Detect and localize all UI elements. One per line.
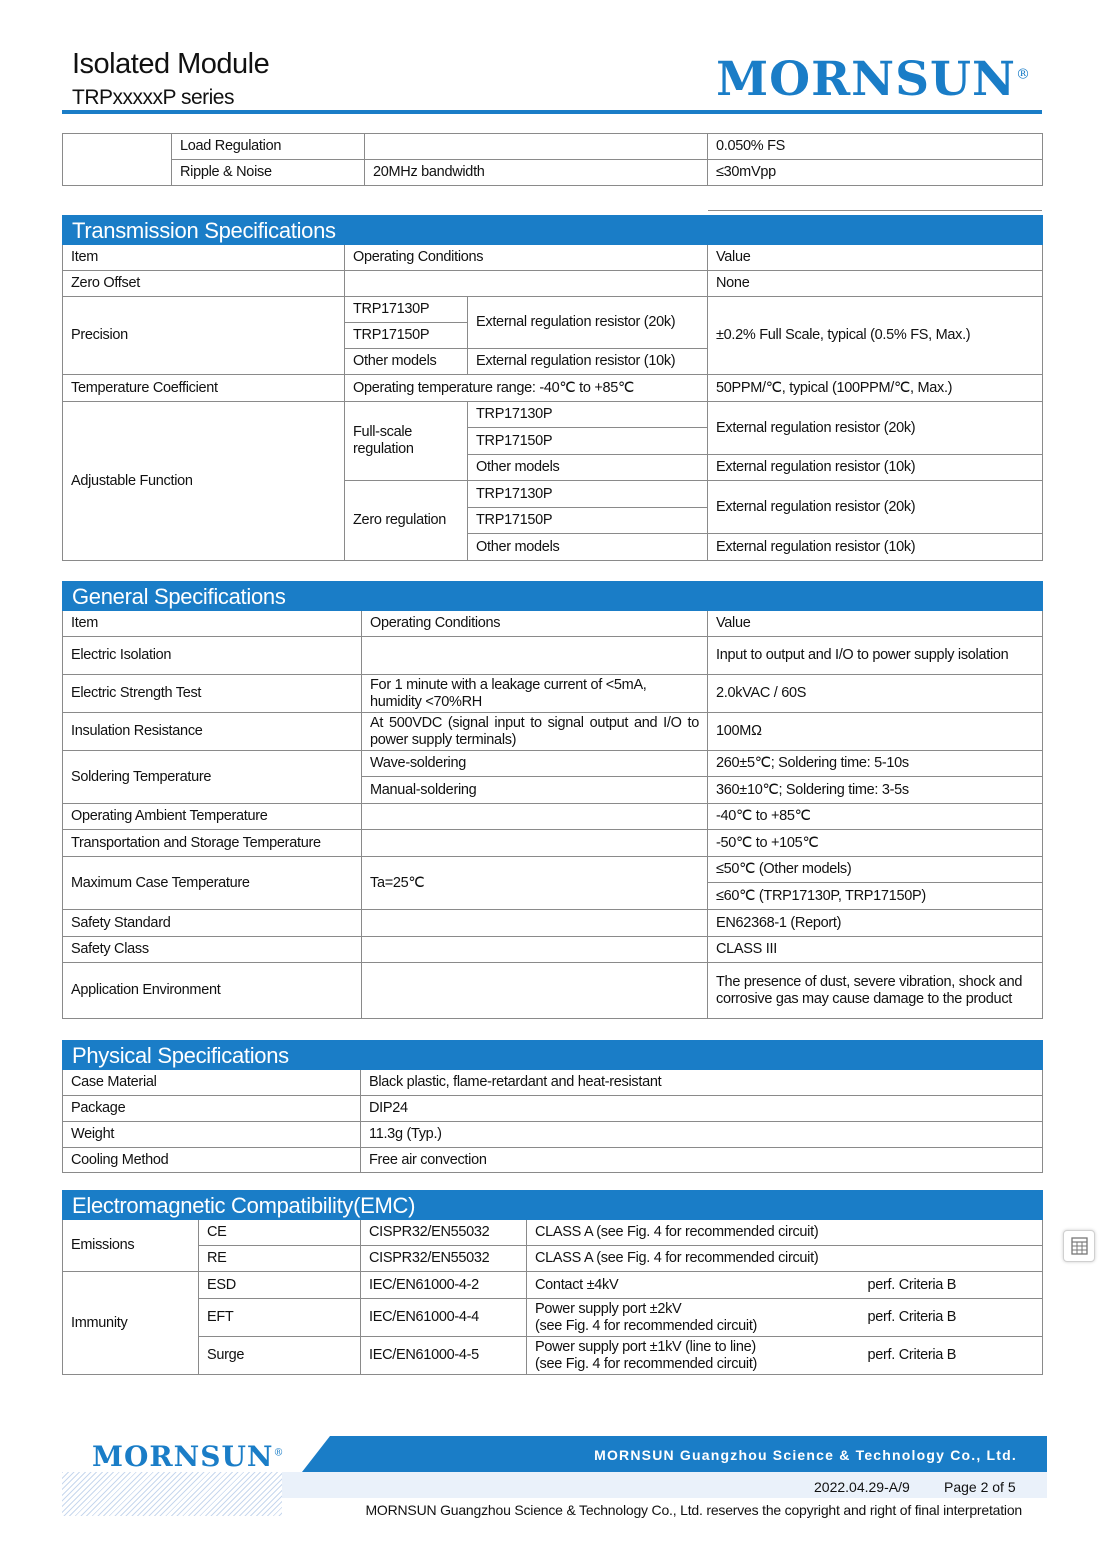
- table-row: [63, 830, 1043, 857]
- condition-cell: At 500VDC (signal input to signal output and I/O to power supply terminals): [362, 713, 708, 751]
- model-cell: Other models: [468, 534, 708, 561]
- logo-text: MORNSUN: [716, 52, 1016, 107]
- item-cell: Electric Isolation: [63, 637, 362, 675]
- general-spec-table: [62, 581, 1043, 1019]
- item-cell: Safety Standard: [63, 910, 362, 937]
- test-cell: EFT: [199, 1299, 361, 1337]
- test-cell: RE: [199, 1246, 361, 1272]
- footer-light-band: [282, 1472, 1047, 1498]
- item-cell: Maximum Case Temperature: [63, 857, 362, 910]
- standard-cell: IEC/EN61000-4-5: [361, 1337, 527, 1375]
- value-cell: None: [708, 271, 1043, 297]
- column-header: Operating Conditions: [345, 245, 708, 271]
- value-cell: 360±10℃; Soldering time: 3-5s: [708, 777, 1043, 804]
- table-row: [63, 937, 1043, 963]
- value-cell: 11.3g (Typ.): [361, 1122, 1043, 1148]
- value-cell: ±0.2% Full Scale, typical (0.5% FS, Max.): [708, 297, 1043, 375]
- criteria-cell: perf. Criteria B: [860, 1337, 1043, 1375]
- condition-cell: External regulation resistor (10k): [468, 349, 708, 375]
- value-cell: ≤50℃ (Other models): [708, 857, 1043, 883]
- blank-cell: [63, 134, 172, 186]
- model-cell: TRP17130P: [345, 297, 468, 323]
- condition-cell: Operating temperature range: -40℃ to +85℃: [345, 375, 708, 402]
- footer-copyright: MORNSUN Guangzhou Science & Technology Co., Ltd. reserves the copyright and right of final interpretation: [365, 1502, 1022, 1518]
- section-title: Transmission Specifications: [63, 216, 1043, 245]
- table-row: [63, 804, 1043, 830]
- table-row: [63, 1148, 1043, 1173]
- table-row: [63, 1299, 1043, 1337]
- item-cell: Load Regulation: [172, 134, 365, 160]
- footer-registered-mark: ®: [273, 1447, 285, 1459]
- value-cell: External regulation resistor (20k): [708, 402, 1043, 455]
- value-cell: External regulation resistor (20k): [708, 481, 1043, 534]
- model-cell: TRP17130P: [468, 481, 708, 508]
- footer-logo-text: MORNSUN: [92, 1440, 274, 1473]
- standard-cell: CISPR32/EN55032: [361, 1246, 527, 1272]
- item-cell: Weight: [63, 1122, 361, 1148]
- table-row: [63, 1246, 1043, 1272]
- value-cell: Free air convection: [361, 1148, 1043, 1173]
- column-header: Value: [708, 245, 1043, 271]
- model-cell: TRP17150P: [345, 323, 468, 349]
- value-cell: ≤60℃ (TRP17130P, TRP17150P): [708, 883, 1043, 910]
- table-row: [63, 1070, 1043, 1096]
- value-cell: EN62368-1 (Report): [708, 910, 1043, 937]
- value-cell: -40℃ to +85℃: [708, 804, 1043, 830]
- table-row: [63, 271, 1043, 297]
- condition-cell: [365, 134, 708, 160]
- table-row: [63, 1220, 1043, 1246]
- condition-cell: [362, 963, 708, 1019]
- condition-cell: Ta=25℃: [362, 857, 708, 910]
- item-cell: Zero Offset: [63, 271, 345, 297]
- model-cell: TRP17150P: [468, 508, 708, 534]
- calculator-widget-button[interactable]: [1063, 1230, 1095, 1262]
- table-row: [63, 963, 1043, 1019]
- table-header-row: [63, 245, 1043, 271]
- condition-cell: [362, 830, 708, 857]
- value-cell: -50℃ to +105℃: [708, 830, 1043, 857]
- transmission-spec-table: [62, 215, 1043, 561]
- output-spec-continuation-table: [62, 133, 1043, 186]
- standard-cell: IEC/EN61000-4-4: [361, 1299, 527, 1337]
- table-row: [63, 1122, 1043, 1148]
- condition-line: Power supply port ±1kV (line to line): [535, 1338, 756, 1355]
- test-cell: CE: [199, 1220, 361, 1246]
- value-cell: The presence of dust, severe vibration, shock and corrosive gas may cause damage to the product: [708, 963, 1043, 1019]
- value-cell: External regulation resistor (10k): [708, 455, 1043, 481]
- condition-line: (see Fig. 4 for recommended circuit): [535, 1317, 758, 1334]
- condition-cell: [362, 937, 708, 963]
- condition-line: (see Fig. 4 for recommended circuit): [535, 1355, 758, 1372]
- condition-cell: [362, 804, 708, 830]
- value-cell: Black plastic, flame-retardant and heat-resistant: [361, 1070, 1043, 1096]
- model-cell: Other models: [345, 349, 468, 375]
- section-header-row: [63, 216, 1043, 245]
- value-cell: ≤30mVpp: [708, 160, 1043, 186]
- table-row: [63, 402, 1043, 428]
- footer-revision-date: 2022.04.29-A/9: [814, 1479, 910, 1495]
- item-cell: Temperature Coefficient: [63, 375, 345, 402]
- item-cell: Safety Class: [63, 937, 362, 963]
- section-header-row: [63, 1041, 1043, 1070]
- condition-cell: External regulation resistor (20k): [468, 297, 708, 349]
- registered-mark: ®: [1016, 66, 1031, 83]
- condition-cell: [527, 1337, 860, 1375]
- value-cell: CLASS III: [708, 937, 1043, 963]
- table-row: [63, 134, 1043, 160]
- model-cell: TRP17150P: [468, 428, 708, 455]
- item-cell: Application Environment: [63, 963, 362, 1019]
- footer-mornsun-logo: [92, 1440, 284, 1473]
- item-cell: Cooling Method: [63, 1148, 361, 1173]
- condition-cell: [362, 637, 708, 675]
- condition-cell: Manual-soldering: [362, 777, 708, 804]
- criteria-cell: perf. Criteria B: [860, 1272, 1043, 1299]
- table-row: [63, 713, 1043, 751]
- physical-spec-table: [62, 1040, 1043, 1173]
- item-cell: Precision: [63, 297, 345, 375]
- item-cell: Package: [63, 1096, 361, 1122]
- condition-cell: 20MHz bandwidth: [365, 160, 708, 186]
- value-cell: 50PPM/℃, typical (100PPM/℃, Max.): [708, 375, 1043, 402]
- regulation-cell: Zero regulation: [345, 481, 468, 561]
- item-cell: Ripple & Noise: [172, 160, 365, 186]
- section-title: General Specifications: [63, 582, 1043, 611]
- table-row: [63, 1096, 1043, 1122]
- emc-spec-table: [62, 1190, 1043, 1375]
- table-row: [63, 751, 1043, 777]
- condition-line: Power supply port ±2kV: [535, 1300, 682, 1317]
- category-cell: Immunity: [63, 1272, 199, 1375]
- table-row: [63, 675, 1043, 713]
- condition-cell: [362, 910, 708, 937]
- category-cell: Emissions: [63, 1220, 199, 1272]
- table-row: [63, 1272, 1043, 1299]
- section-title: Electromagnetic Compatibility(EMC): [63, 1191, 1043, 1220]
- section-title: Physical Specifications: [63, 1041, 1043, 1070]
- item-cell: Adjustable Function: [63, 402, 345, 561]
- condition-cell: [527, 1299, 860, 1337]
- value-cell: Input to output and I/O to power supply isolation: [708, 637, 1043, 675]
- model-cell: TRP17130P: [468, 402, 708, 428]
- item-cell: Electric Strength Test: [63, 675, 362, 713]
- footer-hatch-pattern: [62, 1472, 282, 1516]
- condition-cell: CLASS A (see Fig. 4 for recommended circuit): [527, 1246, 1043, 1272]
- column-header: Item: [63, 611, 362, 637]
- model-cell: Other models: [468, 455, 708, 481]
- value-cell: DIP24: [361, 1096, 1043, 1122]
- column-header: Value: [708, 611, 1043, 637]
- item-cell: Operating Ambient Temperature: [63, 804, 362, 830]
- column-header: Operating Conditions: [362, 611, 708, 637]
- section-header-row: [63, 582, 1043, 611]
- item-cell: Case Material: [63, 1070, 361, 1096]
- divider: [708, 210, 1042, 211]
- regulation-cell: Full-scale regulation: [345, 402, 468, 481]
- footer-page-number: Page 2 of 5: [944, 1479, 1016, 1495]
- condition-cell: Wave-soldering: [362, 751, 708, 777]
- table-row: [63, 857, 1043, 883]
- value-cell: 0.050% FS: [708, 134, 1043, 160]
- value-cell: External regulation resistor (10k): [708, 534, 1043, 561]
- condition-cell: Contact ±4kV: [527, 1272, 860, 1299]
- section-header-row: [63, 1191, 1043, 1220]
- test-cell: ESD: [199, 1272, 361, 1299]
- condition-cell: For 1 minute with a leakage current of <5mA, humidity <70%RH: [362, 675, 708, 713]
- value-cell: 260±5℃; Soldering time: 5-10s: [708, 751, 1043, 777]
- condition-cell: CLASS A (see Fig. 4 for recommended circuit): [527, 1220, 1043, 1246]
- value-cell: 100MΩ: [708, 713, 1043, 751]
- table-header-row: [63, 611, 1043, 637]
- header-rule: [62, 110, 1042, 114]
- table-row: [63, 1337, 1043, 1375]
- table-row: [63, 160, 1043, 186]
- table-row: [63, 297, 1043, 323]
- item-cell: Insulation Resistance: [63, 713, 362, 751]
- document-subtitle: TRPxxxxxP series: [72, 86, 234, 109]
- mornsun-logo: [716, 52, 1031, 107]
- document-title: Isolated Module: [72, 48, 270, 80]
- footer-company-name: MORNSUN Guangzhou Science & Technology Co., Ltd.: [594, 1447, 1017, 1463]
- calculator-icon: [1064, 1231, 1094, 1261]
- table-row: [63, 637, 1043, 675]
- table-row: [63, 375, 1043, 402]
- item-cell: Transportation and Storage Temperature: [63, 830, 362, 857]
- column-header: Item: [63, 245, 345, 271]
- condition-cell: [345, 271, 708, 297]
- standard-cell: CISPR32/EN55032: [361, 1220, 527, 1246]
- criteria-cell: perf. Criteria B: [860, 1299, 1043, 1337]
- value-cell: 2.0kVAC / 60S: [708, 675, 1043, 713]
- item-cell: Soldering Temperature: [63, 751, 362, 804]
- table-row: [63, 910, 1043, 937]
- standard-cell: IEC/EN61000-4-2: [361, 1272, 527, 1299]
- test-cell: Surge: [199, 1337, 361, 1375]
